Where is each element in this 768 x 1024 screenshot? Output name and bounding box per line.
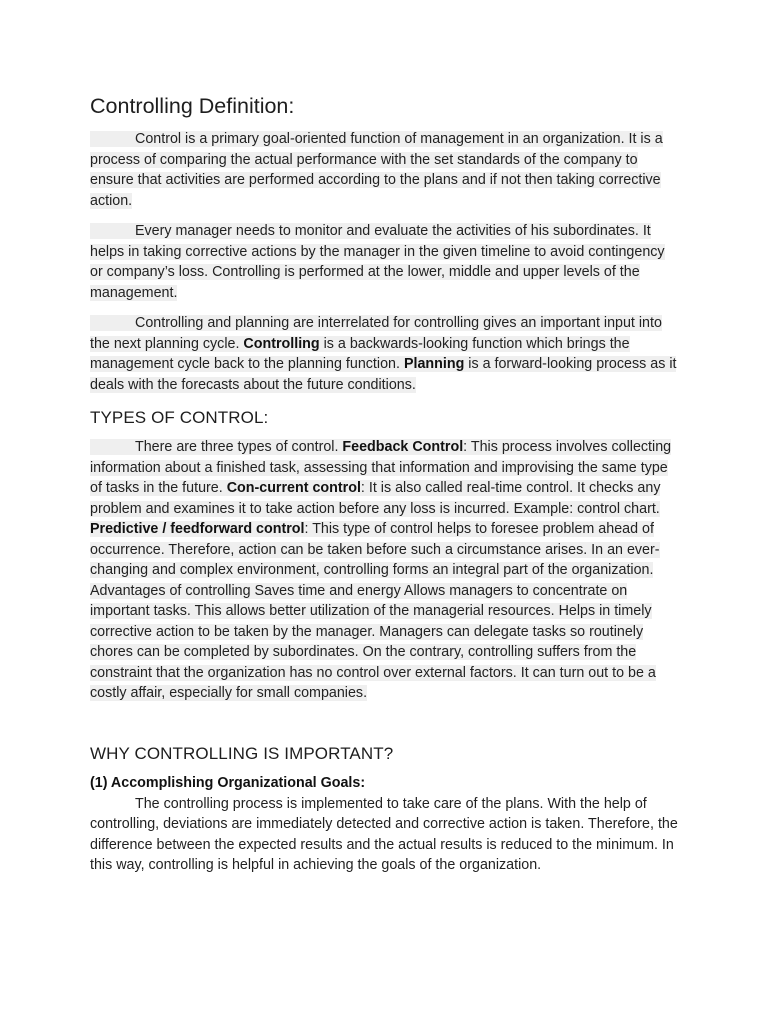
- paragraph-text: There are three types of control.: [135, 439, 343, 455]
- section-heading-why: WHY CONTROLLING IS IMPORTANT?: [90, 743, 394, 763]
- page-title: Controlling Definition:: [90, 94, 295, 118]
- bold-term-planning: Planning: [403, 356, 465, 372]
- paragraph-text: is a forward-looking process as it deals with the forecasts about the future conditions.: [90, 356, 677, 393]
- definition-paragraph-3: [90, 313, 678, 395]
- section-heading-types: TYPES OF CONTROL:: [90, 408, 269, 427]
- paragraph-text: : This type of control helps to foresee problem ahead of occurrence. Therefore, action can be taken before such a circumstance arises. In an ever-changing and complex environment, controlling forms an integral part of the organization. Advantages of controlling Saves time and energy Allows managers to concentrate on important tasks. This allows better utilization of the managerial resources. Helps in timely corrective action to be taken by the manager. Managers can delegate tasks so routinely chores can be completed by subordinates. On the contrary, controlling suffers from the constraint that the organization has no control over external factors. It can turn out to be a costly affair, especially for small companies.: [90, 521, 660, 701]
- paragraph-text: Every manager needs to monitor and evaluate the activities of his subordinates. It helps in taking corrective actions by the manager in the given timeline to avoid contingency or company’s loss. Controlling is performed at the lower, middle and upper levels of the management.: [90, 223, 665, 301]
- paragraph-highlight: [90, 439, 671, 701]
- paragraph-text: Control is a primary goal-oriented function of management in an organization. It is a process of comparing the actual performance with the set standards of the company to ensure that activities are performed according to the plans and if not then taking corrective action.: [90, 131, 663, 209]
- paragraph-text: is a backwards-looking function which brings the management cycle back to the planning function.: [90, 335, 630, 372]
- why-paragraph-1: [90, 794, 678, 876]
- bold-term-predictive-control: Predictive / feedforward control: [90, 521, 305, 537]
- paragraph-highlight: [90, 131, 663, 209]
- bold-term-concurrent-control: Con-current control: [226, 480, 361, 496]
- paragraph-highlight: [90, 315, 676, 393]
- paragraph-text: The controlling process is implemented to take care of the plans. With the help of controlling, deviations are immediately detected and corrective action is taken. Therefore, the difference between the expected results and the actual results is reduced to the minimum. In this way, controlling is helpful in achieving the goals of the organization.: [90, 795, 678, 873]
- types-paragraph: [90, 437, 678, 704]
- definition-paragraph-1: [90, 129, 678, 211]
- paragraph-text: : This process involves collecting information about a finished task, assessing that information and improvising the same type of tasks in the future.: [90, 439, 672, 496]
- paragraph-highlight: [90, 223, 665, 301]
- paragraph-text: Controlling and planning are interrelated for controlling gives an important input into the next planning cycle.: [90, 315, 662, 352]
- bold-term-controlling: Controlling: [243, 335, 320, 352]
- sub-heading-organizational-goals: (1) Accomplishing Organizational Goals:: [90, 774, 366, 791]
- paragraph-text: : It is also called real-time control. It checks any problem and examines it to take action before any loss is incurred. Example: control chart.: [90, 480, 661, 517]
- bold-term-feedback-control: Feedback Control: [342, 439, 464, 455]
- definition-paragraph-2: [90, 221, 678, 303]
